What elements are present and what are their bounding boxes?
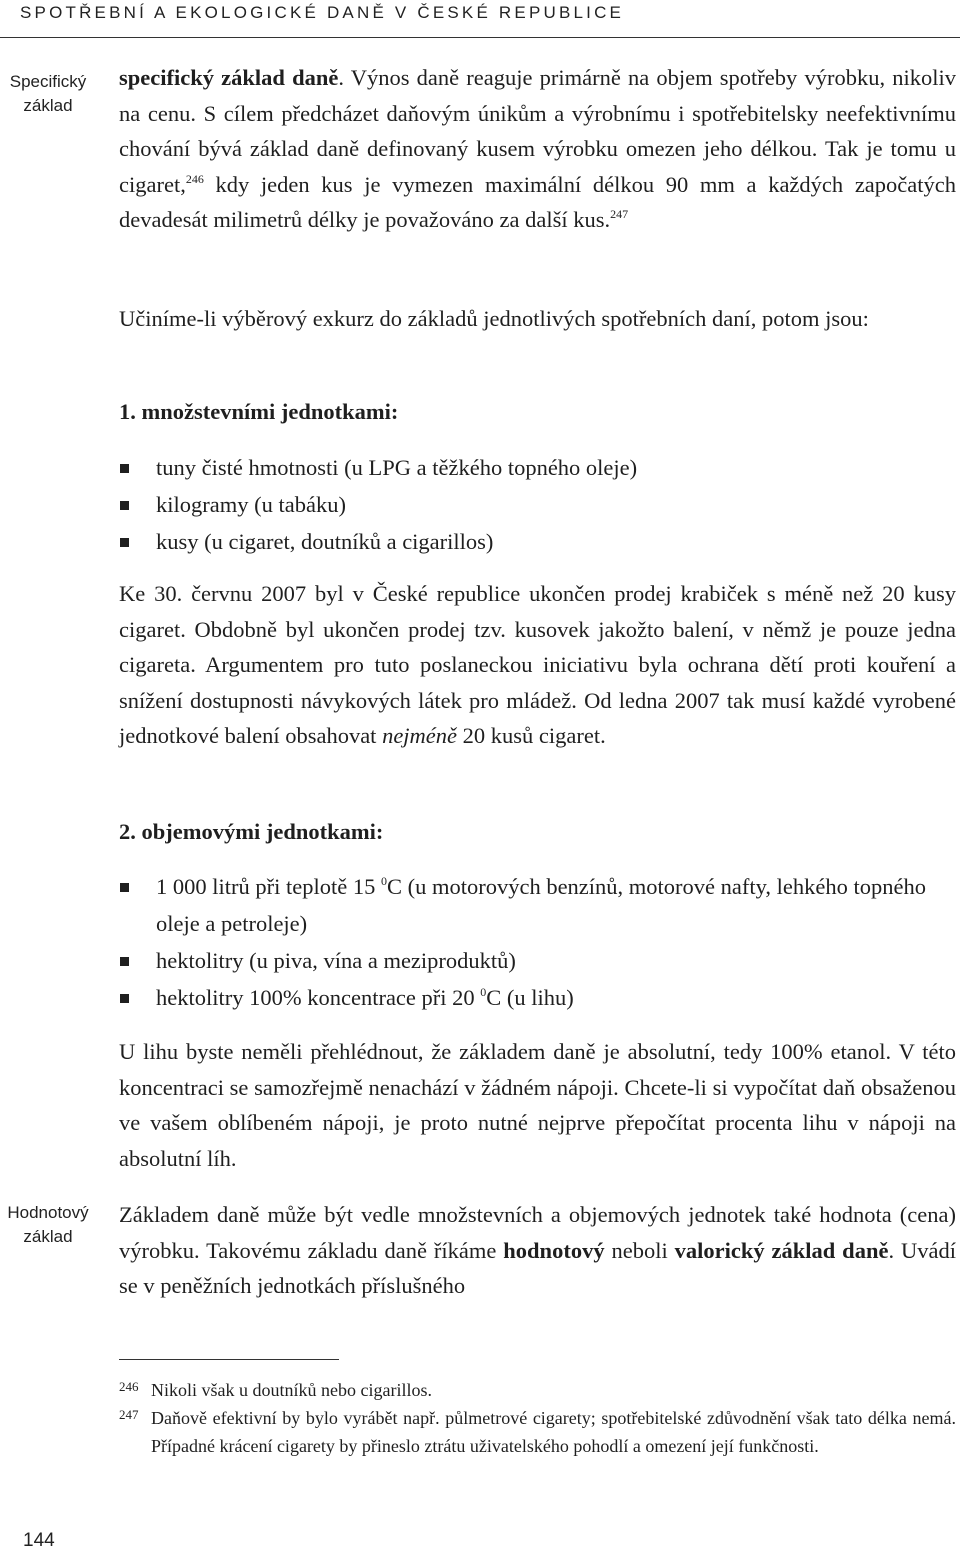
volume-units-list	[119, 868, 956, 1016]
heading-volume-units: 2. objemovými jednotkami:	[119, 819, 384, 844]
term-valoric-base: valorický základ daně	[674, 1237, 889, 1263]
list-item: kilogramy (u tabáku)	[119, 486, 956, 523]
quantity-units-list	[119, 449, 956, 560]
term-specific-base: specifický základ daně	[119, 65, 339, 90]
paragraph-text: Učiníme-li výběrový exkurz do základů jednotlivých spotřebních daní, potom jsou:	[119, 306, 869, 331]
bullet-icon	[120, 994, 129, 1003]
margin-note-value-base	[0, 1201, 96, 1249]
heading-quantity-units: 1. množstevními jednotkami:	[119, 399, 399, 424]
paragraph-text: Ke 30. červnu 2007 byl v České republice ukončen prodej krabiček s méně než 20 kusy cigaret. Obdobně byl ukončen prodej tzv. kusovek jakožto balení, v němž je pouze jedna cigareta. Argumentem pro tuto poslaneckou iniciativu byla ochrana dětí proti kouření a snížení dostupnosti návykových látek pro mládež. Od ledna 2007 tak musí každé vyrobené jednotkové balení obsahovat	[119, 581, 956, 748]
bullet-icon	[120, 464, 129, 473]
margin-note-specific-base	[0, 70, 96, 118]
footnote-text: Nikoli však u doutníků nebo cigarillos.	[151, 1380, 432, 1400]
list-item: hektolitry (u piva, vína a meziproduktů)	[119, 942, 956, 979]
list-item: tuny čisté hmotnosti (u LPG a těžkého topného oleje)	[119, 449, 956, 486]
paragraph-cigarette-packs	[119, 576, 956, 754]
list-item: kusy (u cigaret, doutníků a cigarillos)	[119, 523, 956, 560]
bullet-icon	[120, 883, 129, 892]
footnote-text: Daňově efektivní by bylo vyrábět např. půlmetrové cigarety; spotřebitelské zdůvodnění však tato délka nemá. Případné krácení cigarety by přineslo ztrátu uživatelského pohodlí a omezení její funkčnosti.	[151, 1408, 956, 1456]
running-title: SPOTŘEBNÍ A EKOLOGICKÉ DANĚ V ČESKÉ REPUBLICE	[20, 3, 625, 22]
paragraph-text: Základem daně může být vedle množstevních a objemových jednotek také hodnota (cena) výrobku. Takovému základu daně říkáme	[119, 1202, 956, 1263]
margin-note-line: základ	[23, 96, 73, 115]
header-rule	[0, 37, 960, 38]
footnote-ref: 247	[610, 207, 629, 221]
paragraph-text: . Výnos daně reaguje primárně na objem spotřeby výrobku, nikoliv na cenu. S cílem předcházet daňovým únikům a výrobnímu i spotřebitelsky neefektivnímu chování bývá základ daně definovaný kusem výrobku omezen jeho délkou. Tak je tomu u cigaret,	[119, 65, 956, 197]
paragraph-value-base	[119, 1197, 956, 1304]
paragraph-text: U lihu byste neměli přehlédnout, že základem daně je absolutní, tedy 100% etanol. V této koncentraci se samozřejmě nenachází v žádném nápoji. Chcete-li si vypočítat daň obsaženou ve vašem oblíbeném nápoji, je proto nutné nejprve přepočítat procenta lihu v nápoji na absolutní líh.	[119, 1039, 956, 1171]
paragraph-specific-base	[119, 60, 956, 238]
footnote-247	[119, 1404, 956, 1460]
list-item: hektolitry 100% koncentrace při 20 $^0$C (u lihu)	[119, 979, 956, 1016]
margin-note-line: Hodnotový	[7, 1203, 89, 1222]
bullet-icon	[120, 957, 129, 966]
paragraph-text: 20 kusů cigaret.	[457, 723, 606, 748]
list-item: 1 000 litrů při teplotě 15 $^0$C (u motorových benzínů, motorové nafty, lehkého topného oleje a petroleje)	[119, 868, 956, 942]
footnote-number: 246	[119, 1379, 139, 1394]
bullet-icon	[120, 538, 129, 547]
footnote-ref: 246	[185, 171, 204, 186]
paragraph-intro	[119, 301, 956, 337]
footnote-rule	[119, 1359, 339, 1360]
paragraph-text: neboli	[604, 1237, 675, 1263]
paragraph-ethanol	[119, 1034, 956, 1176]
term-value-base: hodnotový	[503, 1237, 605, 1263]
footnote-246	[119, 1376, 956, 1404]
margin-note-line: základ	[23, 1227, 73, 1246]
page-number: 144	[23, 1530, 55, 1551]
emphasis: nejméně	[382, 723, 458, 748]
margin-note-line: Specifický	[9, 72, 87, 91]
footnote-number: 247	[119, 1407, 139, 1422]
paragraph-text: kdy jeden kus je vymezen maximální délkou 90 mm a každých započatých devadesát milimetrů délky je považováno za další kus.	[119, 171, 956, 232]
paragraph-text: . Uvádí se v peněžních jednotkách příslušného	[119, 1237, 956, 1298]
bullet-icon	[120, 501, 129, 510]
